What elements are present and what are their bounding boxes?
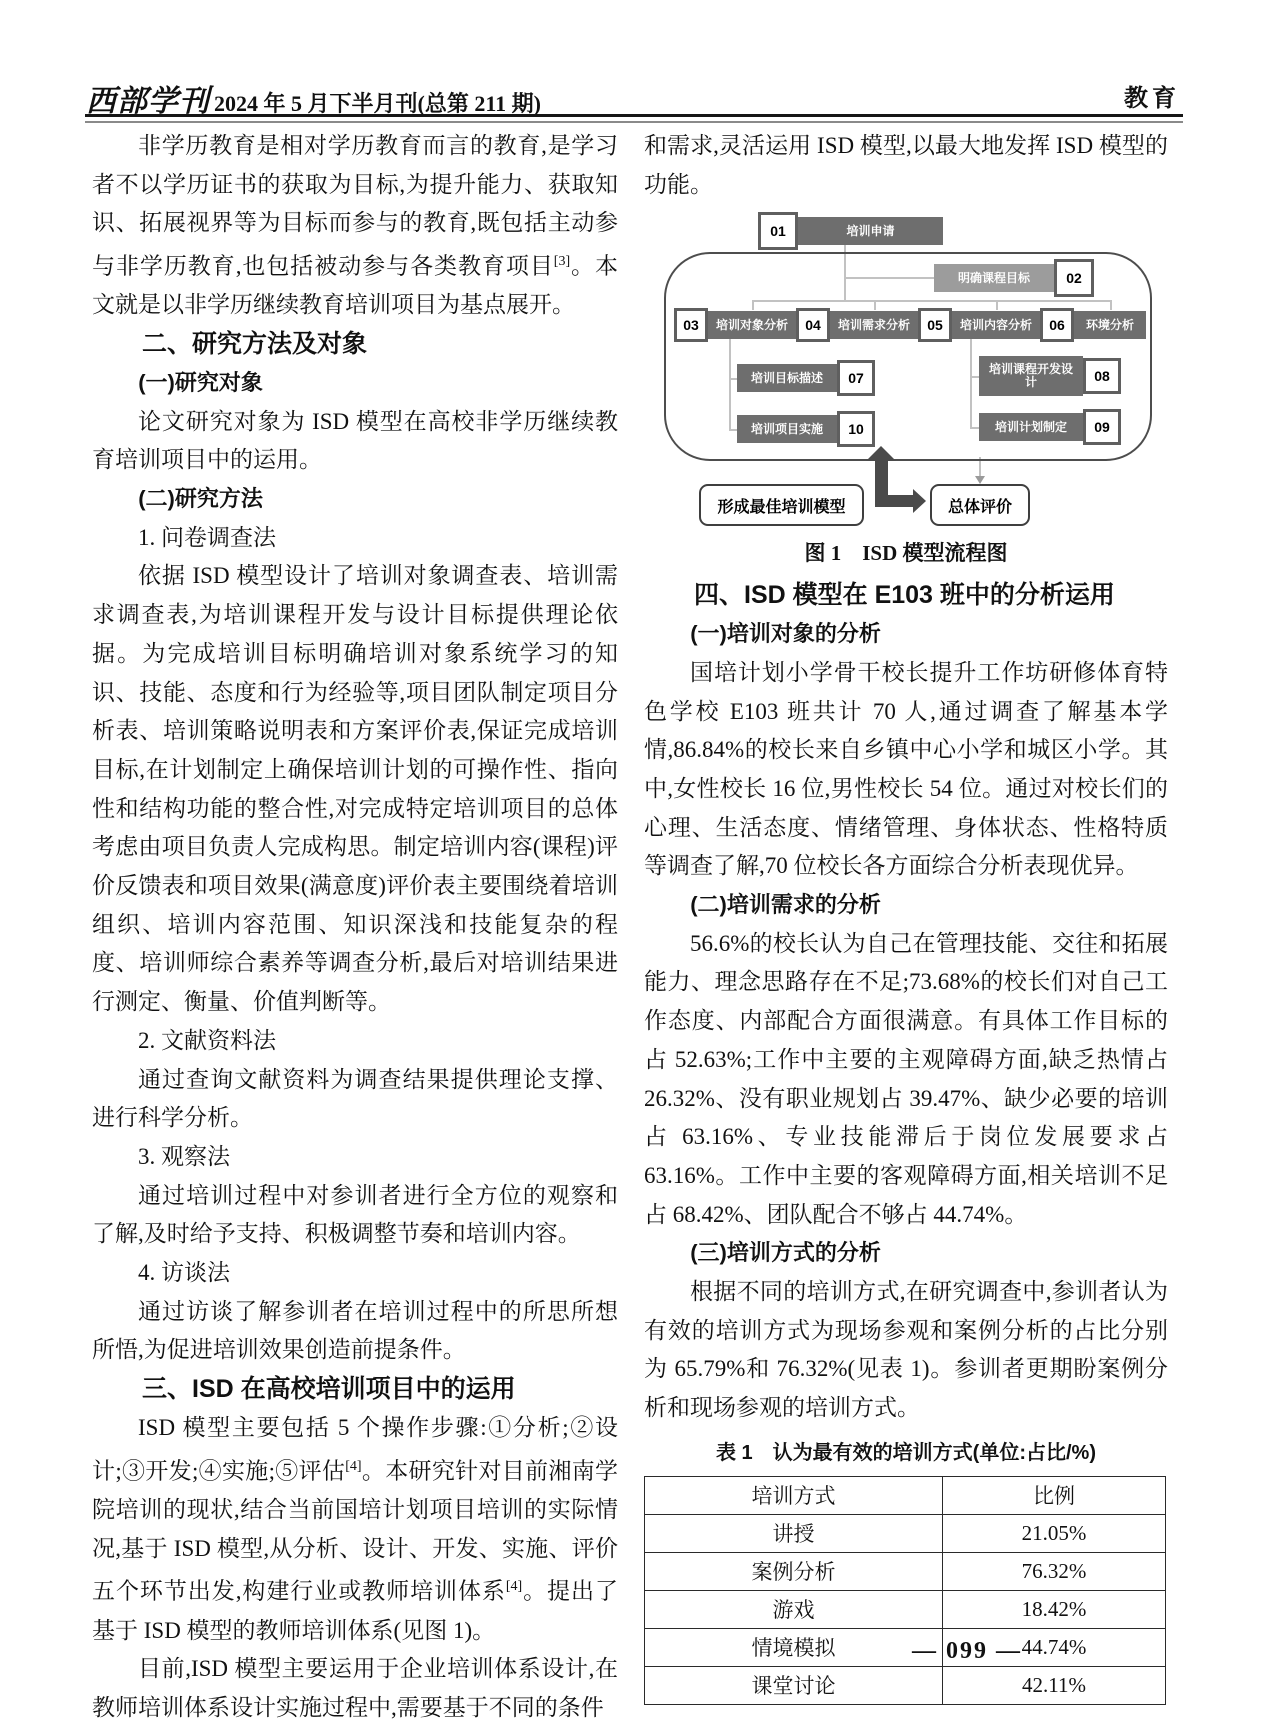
table-cell: 42.11% (942, 1666, 1165, 1704)
issue-info: 2024 年 5 月下半月刊(总第 211 期) (214, 91, 541, 116)
table-cell: 游戏 (645, 1590, 943, 1628)
paragraph-text: 。提出了基于 ISD 模型的教师培训体系(见图 1)。 (92, 1578, 619, 1643)
page-number: — 099 — (912, 1638, 1022, 1664)
paragraph: 通过查询文献资料为调查结果提供理论支撑、进行科学分析。 (92, 1066, 618, 1131)
paragraph-text: 非学历教育是相对学历教育而言的教育,是学习者不以学历证书的获取为目标,为提升能力、获取知识、拓展视界等为目标而参与的教育,既包括主动参与非学历教育,也包括被动参与各类教育项目 (92, 133, 618, 279)
table-cell: 案例分析 (645, 1552, 943, 1590)
header-rule (85, 114, 1183, 123)
subsection-heading: (二)研究方法 (138, 485, 263, 511)
paragraph-text: ISD 模型主要包括 5 个操作步骤:①分析;②设计;③开发;④实施;⑤评估 (92, 1414, 618, 1484)
paragraph: 目前,ISD 模型主要运用于企业培训体系设计,在教师培训体系设计实施过程中,需要基于不同的条件 (92, 1656, 618, 1721)
left-column (92, 127, 618, 1721)
flowchart-step-number-06: 06 (1040, 308, 1074, 342)
flowchart-step-number-02: 02 (1054, 259, 1094, 297)
footnote-ref: [3] (553, 254, 571, 270)
section-heading: 四、ISD 模型在 E103 班中的分析运用 (694, 581, 1115, 610)
paragraph: 56.6%的校长认为自己在管理技能、交往和拓展能力、理念思路存在不足;73.68%的校长们对自己工作态度、内部配合方面很满意。有具体工作目标的占 52.63%;工作中主要的主观障碍方面,缺乏热情占 26.32%、没有职业规划占 39.47%、缺少必要的培训占 63.16%、专业技能滞后于岗位发展要求占 63.16%。工作中主要的客观障碍方面,相关培训不足占 68.42%、团队配合不够占 44.74%。 (644, 930, 1168, 1227)
method-item: 2. 文献资料法 (138, 1027, 276, 1053)
method-item: 3. 观察法 (138, 1143, 230, 1169)
paragraph: 依据 ISD 模型设计了培训对象调查表、培训需求调查表,为培训课程开发与设计目标提供理论依据。为完成培训目标明确培训对象系统学习的知识、技能、态度和行为经验等,项目团队制定项目分析表、培训策略说明表和方案评价表,保证完成培训目标,在计划制定上确保培训计划的可操作性、指向性和结构功能的整合性,对完成特定培训项目的总体考虑由项目负责人完成构思。制定培训内容(课程)评价反馈表和项目效果(满意度)评价表主要围绕着培训组织、培训内容范围、知识深浅和技能复杂的程度、培训师综合素养等调查分析,最后对培训结果进行测定、衡量、价值判断等。 (92, 563, 618, 1015)
arrow-shaft (887, 495, 913, 507)
table-row (645, 1552, 1166, 1590)
table-cell: 76.32% (942, 1552, 1165, 1590)
flowchart-step-number-09: 09 (1083, 409, 1121, 445)
flowchart-node-label-04: 培训需求分析 (830, 311, 918, 339)
table-row (645, 1666, 1166, 1704)
paragraph: 国培计划小学骨干校长提升工作坊研修体育特色学校 E103 班共计 70 人,通过调查了解基本学情,86.84%的校长来自乡镇中心小学和城区小学。其中,女性校长 16 位,男性校长 54 位。通过对校长们的心理、生活态度、情绪管理、身体状态、性格特质等调查了解,70 位校长各方面综合分析表现优异。 (644, 659, 1168, 879)
arrow-down-icon (975, 476, 985, 484)
table-row (645, 1514, 1166, 1552)
flowchart-node-label-07: 培训目标描述 (737, 364, 837, 392)
table-cell: 21.05% (942, 1514, 1165, 1552)
flowchart-step-number-03: 03 (674, 308, 708, 342)
flowchart-step-number-05: 05 (918, 308, 952, 342)
method-item: 1. 问卷调查法 (138, 524, 276, 550)
table-row (645, 1590, 1166, 1628)
table-row (645, 1628, 1166, 1666)
evaluation-box: 总体评价 (930, 484, 1030, 526)
subsection-heading: (一)培训对象的分析 (690, 621, 881, 647)
table-cell: 44.74% (942, 1628, 1165, 1666)
flowchart-node-label-01: 培训申请 (798, 217, 943, 245)
table-cell: 讲授 (645, 1514, 943, 1552)
section-heading: 三、ISD 在高校培训项目中的运用 (142, 1375, 516, 1404)
table-cell: 18.42% (942, 1590, 1165, 1628)
subsection-heading: (一)研究对象 (138, 369, 263, 395)
section-label: 教育 (1124, 85, 1180, 112)
method-item: 4. 访谈法 (138, 1260, 230, 1286)
right-column (644, 127, 1168, 1705)
paragraph: 论文研究对象为 ISD 模型在高校非学历继续教育培训项目中的运用。 (92, 408, 618, 473)
journal-logo: 西部学刊 (86, 84, 210, 119)
flowchart-step-number-07: 07 (837, 360, 875, 396)
flowchart-step-number-08: 08 (1083, 358, 1121, 394)
paragraph (92, 1409, 618, 1651)
flowchart-node-label-03: 培训对象分析 (708, 311, 796, 339)
footnote-ref: [4] (345, 1458, 362, 1474)
section-heading: 二、研究方法及对象 (142, 330, 368, 359)
page-header (86, 76, 1182, 119)
table-header-row (645, 1476, 1166, 1514)
flowchart-node-label-10: 培训项目实施 (737, 415, 837, 443)
flowchart-step-number-01: 01 (758, 212, 798, 250)
table-header-cell: 比例 (942, 1476, 1165, 1514)
result-box: 形成最佳培训模型 (699, 484, 864, 526)
paragraph: 通过访谈了解参训者在培训过程中的所思所想所悟,为促进培训效果创造前提条件。 (92, 1298, 618, 1363)
paragraph: 通过培训过程中对参训者进行全方位的观察和了解,及时给予支持、积极调整节奏和培训内容。 (92, 1182, 618, 1247)
paragraph-text: 。本研究针对目前湘南学院培训的现状,结合当前国培计划项目培训的实际情况,基于 ISD 模型,从分析、设计、开发、实施、评价五个环节出发,构建行业或教师培训体系 (92, 1458, 618, 1604)
paragraph-text: 。本文就是以非学历继续教育培训项目为基点展开。 (92, 253, 619, 318)
table-1 (644, 1476, 1166, 1705)
flowchart-node-label-05: 培训内容分析 (952, 311, 1040, 339)
isd-flowchart (644, 212, 1168, 530)
table-cell: 情境模拟 (645, 1628, 943, 1666)
table-caption: 表 1 认为最有效的培训方式(单位:占比/%) (716, 1441, 1096, 1464)
paragraph (92, 127, 618, 325)
flowchart-step-number-04: 04 (796, 308, 830, 342)
flowchart-step-number-10: 10 (837, 411, 875, 447)
figure-caption: 图 1 ISD 模型流程图 (804, 541, 1008, 566)
flowchart-node-label-08: 培训课程开发设计 (979, 356, 1083, 396)
flowchart-node-label-02: 明确课程目标 (934, 264, 1054, 292)
subsection-heading: (二)培训需求的分析 (690, 892, 881, 918)
table-header-cell: 培训方式 (645, 1476, 943, 1514)
subsection-heading: (三)培训方式的分析 (690, 1240, 881, 1266)
paragraph: 根据不同的培训方式,在研究调查中,参训者认为有效的培训方式为现场参观和案例分析的占比分别为 65.79%和 76.32%(见表 1)。参训者更期盼案例分析和现场参观的培训方式。 (644, 1279, 1168, 1421)
arrow-right-icon (913, 489, 926, 513)
flowchart-node-label-06: 环境分析 (1074, 311, 1146, 339)
table-cell: 课堂讨论 (645, 1666, 943, 1704)
footnote-ref: [4] (505, 1579, 523, 1595)
paragraph: 和需求,灵活运用 ISD 模型,以最大地发挥 ISD 模型的功能。 (644, 133, 1168, 197)
flowchart-node-label-09: 培训计划制定 (979, 413, 1083, 441)
